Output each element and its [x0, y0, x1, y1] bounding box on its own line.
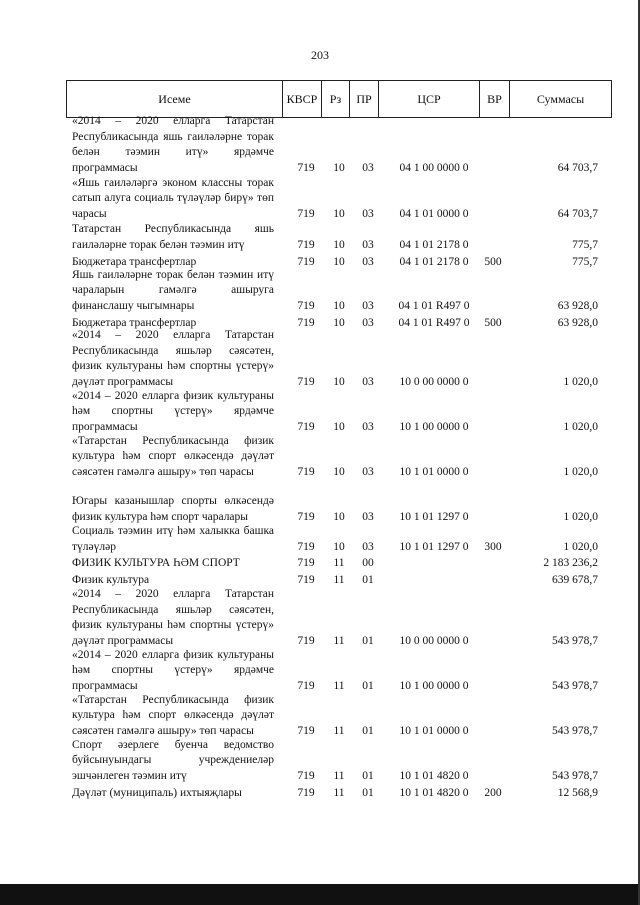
row-sum: 1 020,0	[563, 420, 598, 433]
row-kvsr: 719	[297, 556, 315, 569]
row-csr: 04 1 01 0000 0	[399, 207, 469, 220]
row-csr: 10 1 01 1297 0	[399, 510, 469, 523]
row-rz: 10	[333, 161, 345, 174]
row-sum: 1 020,0	[563, 540, 598, 553]
row-name: Югары казанышлар спорты өлкәсендә физик культура һәм спорт чаралары	[72, 495, 274, 523]
row-csr: 10 1 01 0000 0	[399, 724, 469, 737]
row-csr: 10 1 01 1297 0	[399, 540, 469, 553]
header-vr: ВР	[480, 81, 510, 117]
row-kvsr: 719	[297, 540, 315, 553]
row-sum: 64 703,7	[557, 207, 598, 220]
row-sum: 1 020,0	[563, 465, 598, 478]
header-kvsr: КВСР	[283, 81, 322, 117]
row-kvsr: 719	[297, 465, 315, 478]
row-pr: 03	[362, 238, 374, 251]
row-rz: 11	[333, 556, 345, 569]
row-kvsr: 719	[297, 724, 315, 737]
row-pr: 01	[362, 573, 374, 586]
row-kvsr: 719	[297, 316, 315, 329]
row-sum: 1 020,0	[563, 375, 598, 388]
row-sum: 2 183 236,2	[543, 556, 598, 569]
row-kvsr: 719	[297, 573, 315, 586]
row-pr: 01	[362, 724, 374, 737]
row-rz: 10	[333, 255, 345, 268]
row-kvsr: 719	[297, 207, 315, 220]
row-rz: 10	[333, 510, 345, 523]
row-csr: 10 1 01 4820 0	[399, 769, 469, 782]
row-pr: 01	[362, 679, 374, 692]
row-pr: 03	[362, 540, 374, 553]
row-vr: 500	[484, 316, 502, 329]
row-kvsr: 719	[297, 679, 315, 692]
row-pr: 03	[362, 510, 374, 523]
row-rz: 11	[333, 769, 345, 782]
row-name: Физик культура	[72, 573, 150, 586]
row-kvsr: 719	[297, 634, 315, 647]
row-csr: 10 1 00 0000 0	[399, 420, 469, 433]
row-sum: 12 568,9	[557, 786, 598, 799]
row-name: Яшь гаиләләрне торак белән тәэмин итү чараларын гамәлгә ашыруга финанслашу чыгымнары	[72, 268, 274, 312]
row-sum: 1 020,0	[563, 510, 598, 523]
row-name: «Татарстан Республикасында физик культура һәм спорт өлкәсендә дәүләт сәясәтен гамәлгә ашыру» төп чарасы	[72, 434, 274, 478]
row-sum: 639 678,7	[552, 573, 598, 586]
row-pr: 00	[362, 556, 374, 569]
row-pr: 01	[362, 786, 374, 799]
row-sum: 543 978,7	[552, 679, 598, 692]
page-number: 203	[311, 48, 329, 62]
row-rz: 10	[333, 540, 345, 553]
row-name: «Татарстан Республикасында физик культура һәм спорт өлкәсендә дәүләт сәясәтен гамәлгә ашыру» төп чарасы	[72, 693, 274, 737]
row-csr: 04 1 01 R497 0	[398, 299, 470, 312]
row-csr: 10 1 01 4820 0	[399, 786, 469, 799]
row-kvsr: 719	[297, 420, 315, 433]
row-rz: 11	[333, 679, 345, 692]
row-kvsr: 719	[297, 786, 315, 799]
row-kvsr: 719	[297, 255, 315, 268]
row-pr: 03	[362, 375, 374, 388]
header-rz: Рз	[322, 81, 350, 117]
row-sum: 543 978,7	[552, 724, 598, 737]
row-sum: 775,7	[572, 238, 598, 251]
row-name: ФИЗИК КУЛЬТУРА ҺӘМ СПОРТ	[72, 556, 240, 569]
row-pr: 03	[362, 465, 374, 478]
row-name: «2014 – 2020 елларга Татарстан Республикасында яшьләр сәясәтен, физик культураны һәм спортны үстерү» дәүләт программасы	[72, 329, 274, 388]
row-csr: 04 1 01 2178 0	[399, 238, 469, 251]
row-rz: 10	[333, 465, 345, 478]
row-csr: 04 1 00 0000 0	[399, 161, 469, 174]
row-csr: 04 1 01 2178 0	[399, 255, 469, 268]
row-sum: 775,7	[572, 255, 598, 268]
row-rz: 11	[333, 573, 345, 586]
row-pr: 03	[362, 316, 374, 329]
header-csr: ЦСР	[379, 81, 480, 117]
header-name: Исеме	[67, 81, 283, 117]
row-name: Татарстан Республикасында яшь гаиләләрне торак белән тәэмин итү	[72, 223, 274, 251]
row-rz: 10	[333, 420, 345, 433]
header-sum: Суммасы	[536, 91, 585, 106]
row-csr: 10 0 00 0000 0	[399, 375, 469, 388]
row-name: Бюджетара трансфертлар	[72, 255, 197, 268]
row-pr: 03	[362, 299, 374, 312]
row-sum: 64 703,7	[557, 161, 598, 174]
row-pr: 03	[362, 420, 374, 433]
row-name: «2014 – 2020 елларга физик культураны һәм спортны үстерү» ярдәмче программасы	[72, 389, 274, 433]
row-csr: 10 1 01 0000 0	[399, 465, 469, 478]
row-name: «2014 – 2020 елларга Татарстан Республикасында яшь гаиләләрне торак белән тәэмин итү» ярдәмче программасы	[72, 115, 274, 174]
row-pr: 03	[362, 161, 374, 174]
row-csr: 10 0 00 0000 0	[399, 634, 469, 647]
row-name: «2014 – 2020 елларга Татарстан Республикасында яшьләр сәясәтен, физик культураны һәм спортны үстерү» дәүләт программасы	[72, 588, 274, 647]
row-name: Бюджетара трансфертлар	[72, 316, 197, 329]
row-sum: 543 978,7	[552, 769, 598, 782]
row-rz: 10	[333, 299, 345, 312]
row-name: Дәүләт (муниципаль) ихтыяҗлары	[72, 786, 242, 799]
row-vr: 300	[484, 540, 502, 553]
row-pr: 01	[362, 769, 374, 782]
row-sum: 63 928,0	[557, 299, 598, 312]
row-pr: 03	[362, 207, 374, 220]
row-kvsr: 719	[297, 375, 315, 388]
row-rz: 10	[333, 238, 345, 251]
row-pr: 03	[362, 255, 374, 268]
row-kvsr: 719	[297, 769, 315, 782]
row-rz: 10	[333, 207, 345, 220]
row-name: «2014 – 2020 елларга физик культураны һәм спортны үстерү» ярдәмче программасы	[72, 648, 274, 692]
row-name: «Яшь гаиләләргә эконом классны торак сатып алуга социаль түләүләр бирү» төп чарасы	[72, 176, 274, 220]
row-kvsr: 719	[297, 510, 315, 523]
row-csr: 10 1 00 0000 0	[399, 679, 469, 692]
row-kvsr: 719	[297, 161, 315, 174]
row-sum: 63 928,0	[557, 316, 598, 329]
row-sum: 543 978,7	[552, 634, 598, 647]
header-pr: ПР	[350, 81, 379, 117]
row-rz: 10	[333, 316, 345, 329]
row-kvsr: 719	[297, 238, 315, 251]
row-rz: 11	[333, 724, 345, 737]
row-csr: 04 1 01 R497 0	[398, 316, 470, 329]
row-vr: 200	[484, 786, 502, 799]
row-rz: 11	[333, 786, 345, 799]
row-kvsr: 719	[297, 299, 315, 312]
row-rz: 11	[333, 634, 345, 647]
row-name: Социаль тәэмин итү һәм халыкка башка түләүләр	[72, 525, 274, 553]
row-name: Спорт әзерлеге буенча ведомство буйсынуындагы учреждениеләр эшчәнлеген тәэмин итү	[72, 738, 274, 782]
row-pr: 01	[362, 634, 374, 647]
scan-border-bottom	[0, 884, 640, 905]
row-vr: 500	[484, 255, 502, 268]
row-rz: 10	[333, 375, 345, 388]
